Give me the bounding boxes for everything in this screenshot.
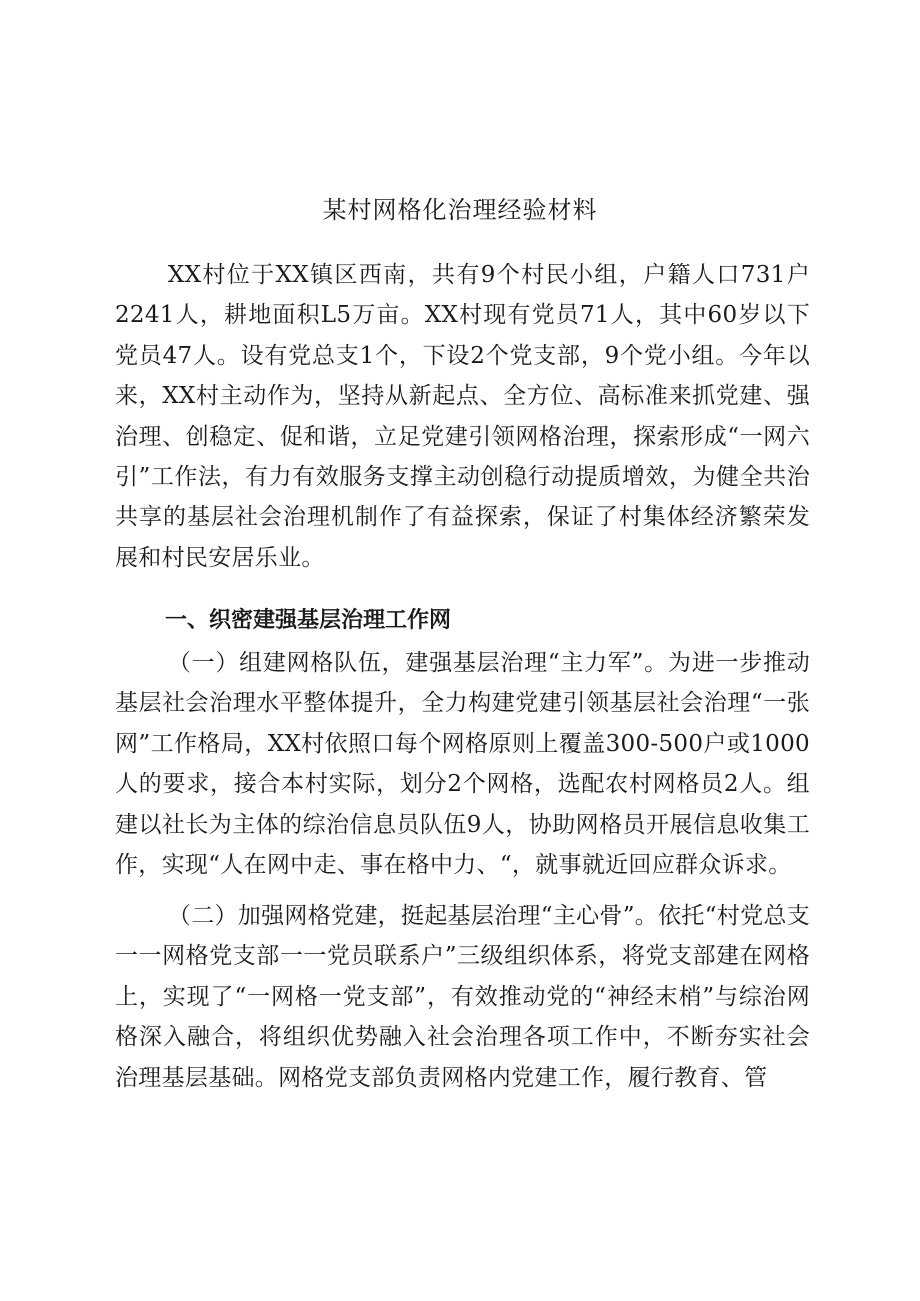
intro-paragraph: XX村位于XX镇区西南，共有9个村民小组，户籍人口731户2241人，耕地面积L5万亩。XX村现有党员71人，其中60岁以下党员47人。设有党总支1个，下设2个党支部，9个党小组。今年以来，XX村主动作为，坚持从新起点、全方位、高标准来抓党建、强治理、创稳定、促和谐，立足党建引领网格治理，探索形成“一网六引”工作法，有力有效服务支撑主动创稳行动提质增效，为健全共治共享的基层社会治理机制作了有益探索，保证了村集体经济繁荣发展和村民安居乐业。 [115,262,810,571]
section-heading: 一、织密建强基层治理工作网 [165,608,452,633]
body-paragraph-grid-party: （二）加强网格党建，挺起基层治理“主心骨”。依托“村党总支一一网格党支部一一党员联系户”三级组织体系，将党支部建在网格上，实现了“一网格一党支部”，有效推动党的“神经末梢”与综治网格深入融合，将组织优势融入社会治理各项工作中，不断夯实社会治理基层基础。网格党支部负责网格内党建工作，履行教育、管 [115,903,810,1091]
document-title: 某村网格化治理经验材料 [322,196,598,224]
body-paragraph-grid-team: （一）组建网格队伍，建强基层治理“主力军”。为进一步推动基层社会治理水平整体提升，全力构建党建引领基层社会治理“一张网”工作格局，XX村依照口每个网格原则上覆盖300-500户或1000人的要求，接合本村实际，划分2个网格，选配农村网格员2人。组建以社长为主体的综治信息员队伍9人，协助网格员开展信息收集工作，实现“人在网中走、事在格中力、“，就事就近回应群众诉求。 [115,650,810,879]
